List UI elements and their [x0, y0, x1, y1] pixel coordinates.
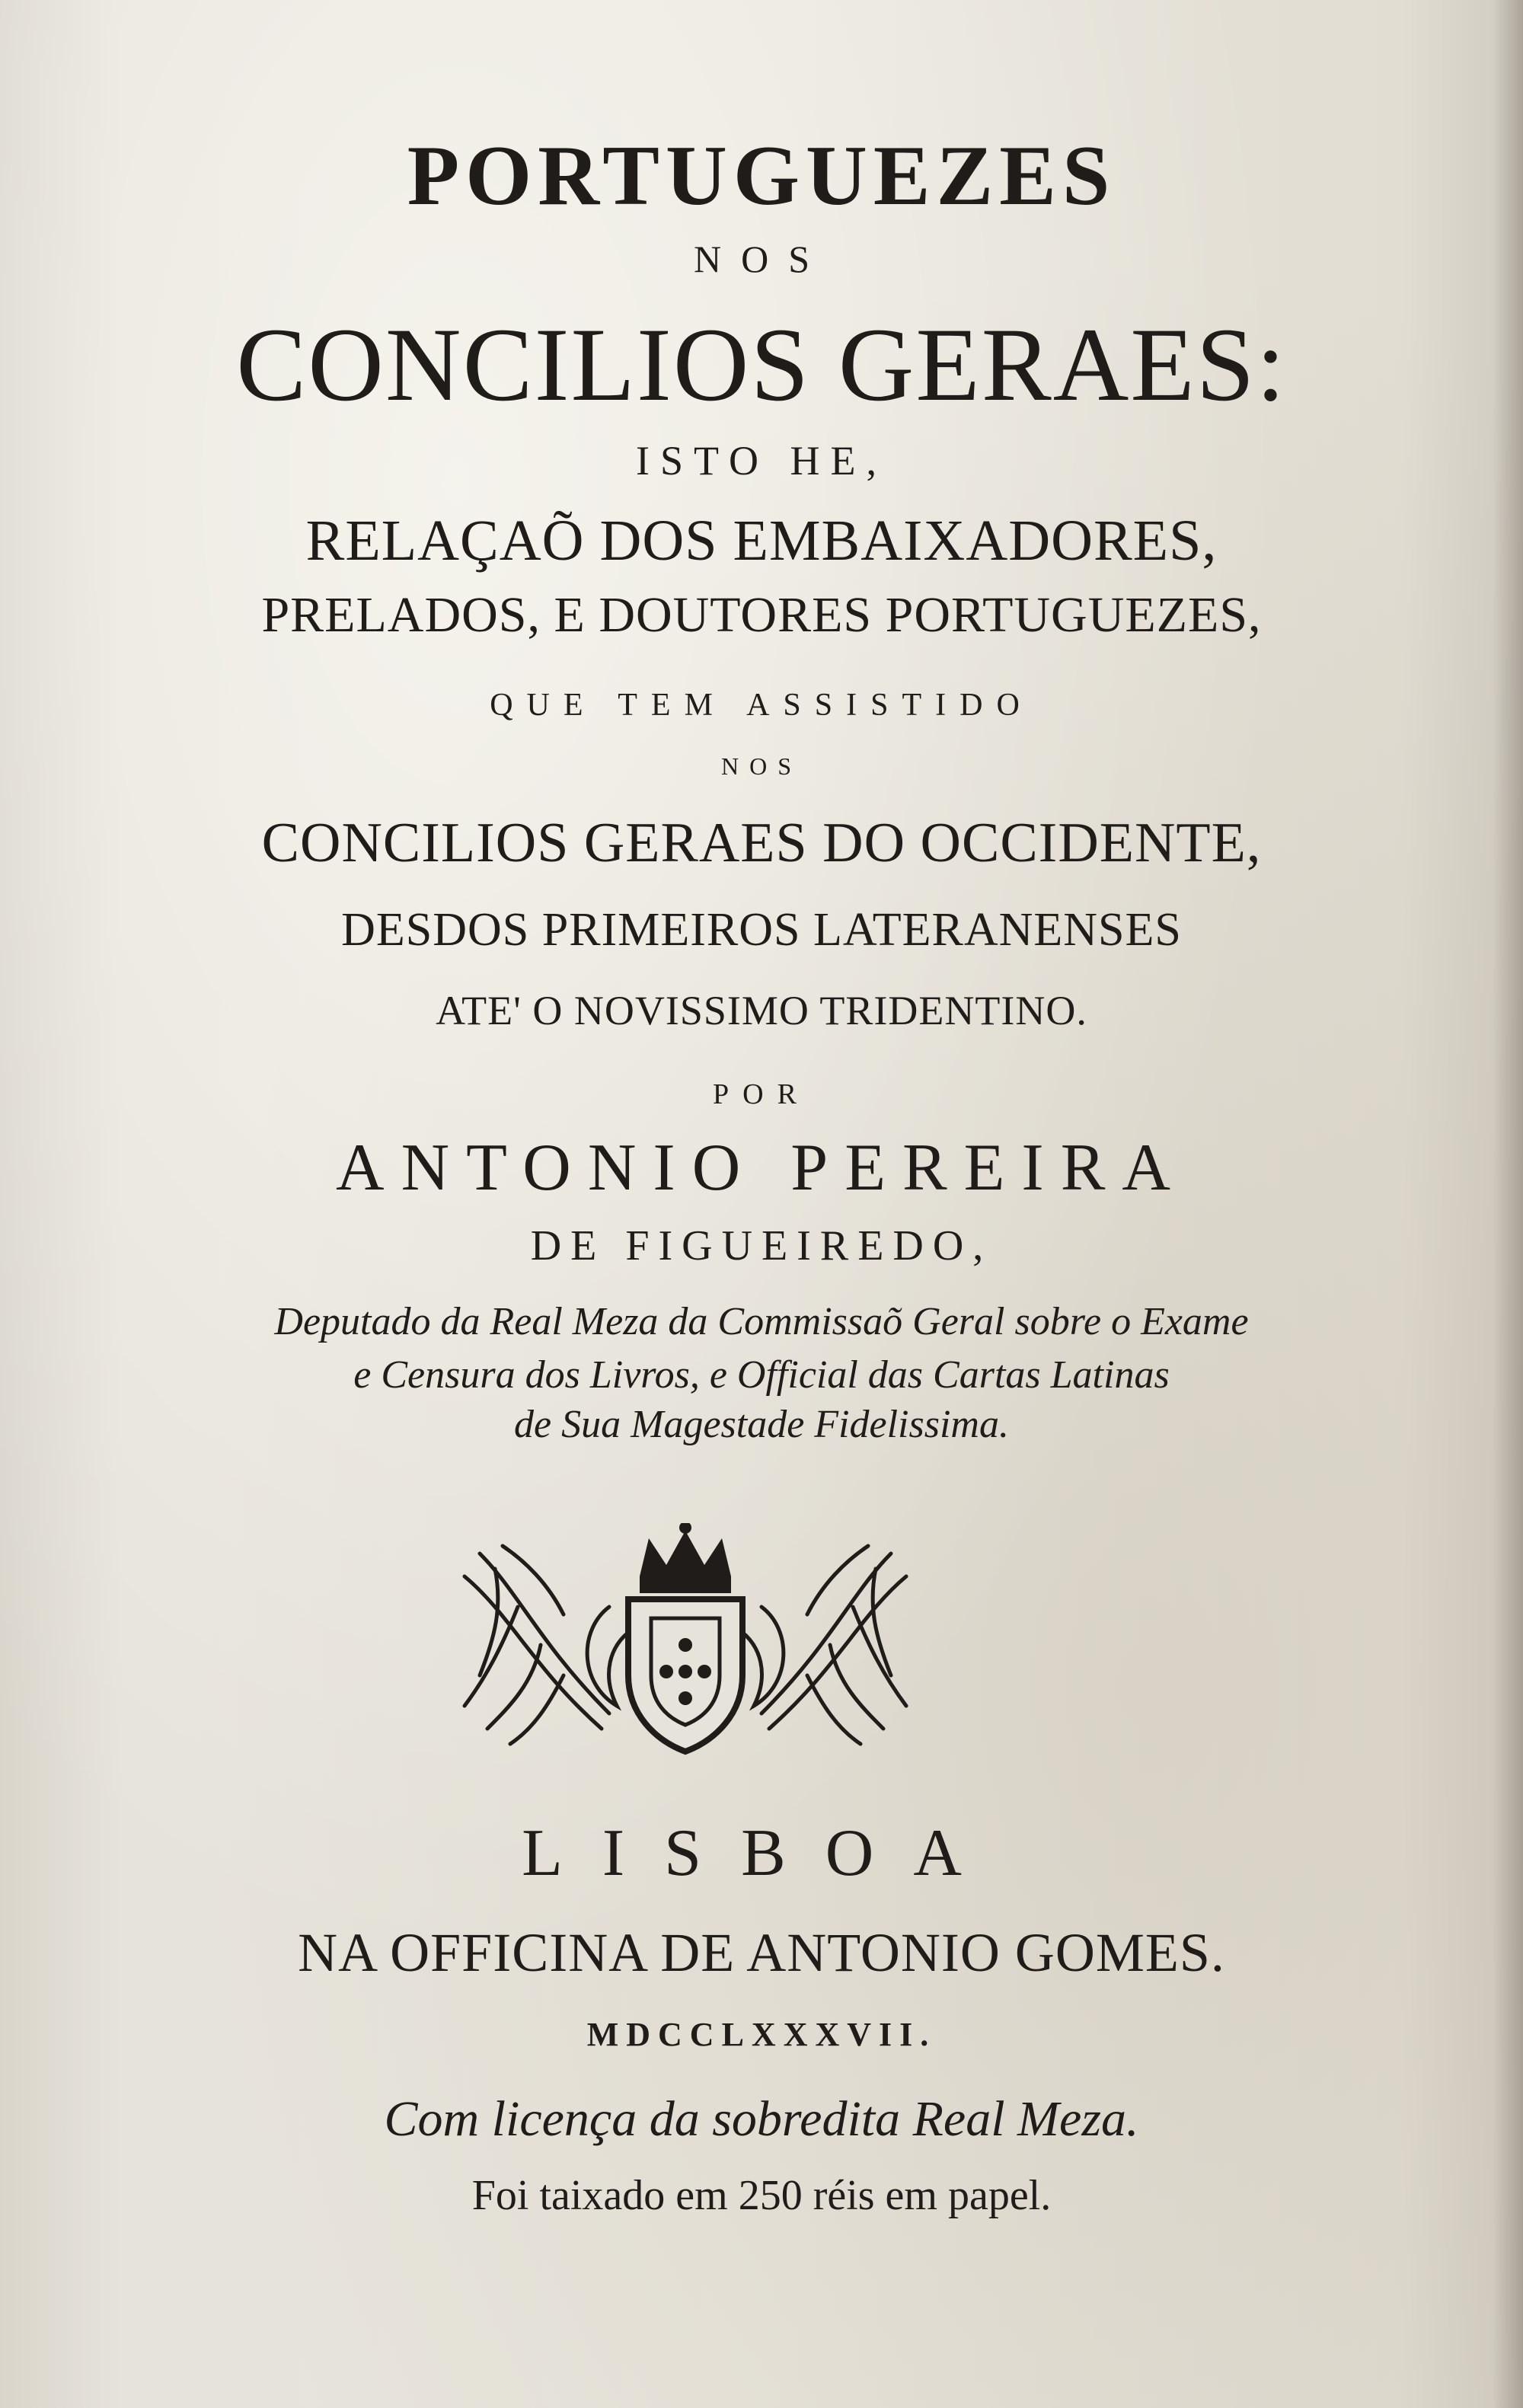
imprint-license: Com licença da sobredita Real Meza. [384, 2091, 1139, 2147]
author-office-line1: Deputado da Real Meza da Commissaõ Geral sobre o Exame [274, 1300, 1249, 1343]
title-line-prelados: PRELADOS, E DOUTORES PORTUGUEZES, [261, 587, 1262, 643]
title-line-lateranenses: DESDOS PRIMEIROS LATERANENSES [341, 904, 1182, 956]
imprint-place: LISBOA [522, 1816, 1001, 1890]
author-office-line2: e Censura dos Livros, e Official das Cartas Latinas [353, 1353, 1170, 1397]
royal-coat-of-arms-icon [449, 1523, 921, 1759]
title-line-isto-he: ISTO HE, [635, 438, 887, 484]
title-line-nos: NOS [693, 238, 830, 280]
title-line-concilios-geraes: CONCILIOS GERAES: [236, 306, 1287, 423]
title-line-tridentino: ATE' O NOVISSIMO TRIDENTINO. [436, 988, 1087, 1033]
title-line-concilios-occidente: CONCILIOS GERAES DO OCCIDENTE, [261, 812, 1262, 874]
imprint-printer: NA OFFICINA DE ANTONIO GOMES. [298, 1922, 1225, 1983]
title-line-que-tem-assistido: QUE TEM ASSISTIDO [490, 688, 1033, 723]
author-name-line2: DE FIGUEIREDO, [530, 1222, 993, 1269]
author-name-line1: ANTONIO PEREIRA [336, 1131, 1187, 1205]
author-office-line3: de Sua Magestade Fidelissima. [514, 1403, 1009, 1446]
imprint-year: MDCCLXXXVII. [586, 2016, 937, 2053]
imprint-price: Foi taixado em 250 réis em papel. [471, 2172, 1052, 2219]
title-line-nos-2: NOS [720, 752, 802, 780]
title-line-por: POR [713, 1078, 810, 1110]
title-line-portuguezes: PORTUGUEZES [407, 129, 1116, 223]
title-line-relacao: RELAÇAÕ DOS EMBAIXADORES, [305, 509, 1218, 573]
